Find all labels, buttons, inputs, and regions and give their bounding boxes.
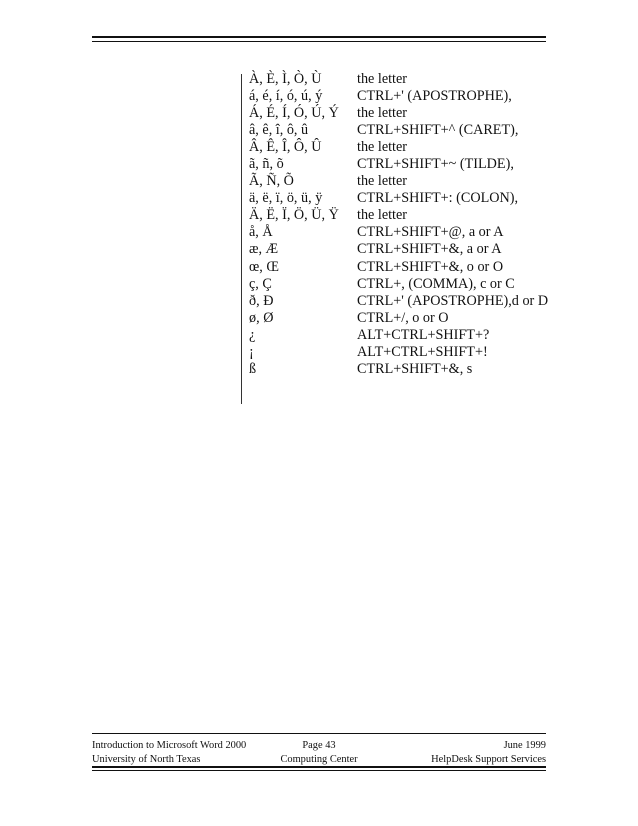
header-rule-thick: [92, 36, 546, 38]
character-cell: ç, Ç: [249, 275, 272, 292]
character-cell: á, é, í, ó, ú, ý: [249, 88, 323, 105]
shortcut-cell: CTRL+SHIFT+~ (TILDE),: [357, 156, 514, 173]
character-cell: ã, ñ, õ: [249, 156, 284, 173]
footer-rule-thin: [92, 770, 546, 771]
character-cell: â, ê, î, ô, û: [249, 122, 309, 139]
footer-department: Computing Center: [280, 754, 358, 765]
footer-rule-top: [92, 733, 546, 734]
character-cell: ß: [249, 360, 257, 377]
header-rule-thin: [92, 41, 546, 42]
shortcut-cell: the letter: [357, 207, 408, 224]
character-cell: À, È, Ì, Ò, Ù: [249, 71, 322, 87]
shortcut-cell: ALT+CTRL+SHIFT+!: [357, 343, 488, 360]
table-left-border: [241, 74, 242, 404]
character-cell: Ã, Ñ, Õ: [249, 173, 294, 190]
footer-page-number: Page 43: [302, 740, 336, 751]
shortcut-cell: the letter: [357, 71, 408, 87]
character-cell: Ä, Ë, Ï, Ö, Ü, Ÿ: [249, 207, 339, 224]
character-cell: ð, Ð: [249, 292, 274, 309]
character-cell: ¿: [249, 326, 256, 343]
character-cell: Â, Ê, Î, Ô, Û: [249, 139, 322, 156]
character-cell: æ, Æ: [249, 241, 279, 258]
footer-rule-thick: [92, 766, 546, 768]
shortcut-cell: CTRL+SHIFT+&, s: [357, 360, 473, 377]
shortcut-cell: the letter: [357, 105, 408, 122]
character-cell: ø, Ø: [249, 309, 274, 326]
character-cell: ¡: [249, 343, 254, 360]
footer-service: HelpDesk Support Services: [431, 754, 546, 765]
shortcut-cell: CTRL+/, o or O: [357, 309, 449, 326]
character-cell: å, Å: [249, 224, 273, 241]
footer-course-title: Introduction to Microsoft Word 2000: [92, 740, 247, 751]
shortcut-cell: the letter: [357, 139, 408, 156]
shortcut-cell: CTRL+SHIFT+^ (CARET),: [357, 122, 519, 139]
character-cell: Á, É, Í, Ó, Ú, Ý: [249, 105, 339, 122]
shortcut-cell: CTRL+SHIFT+&, o or O: [357, 258, 504, 275]
character-cell: ä, ë, ï, ö, ü, ÿ: [249, 190, 323, 207]
character-cell: œ, Œ: [249, 258, 279, 275]
shortcut-cell: CTRL+SHIFT+&, a or A: [357, 241, 502, 258]
shortcut-cell: CTRL+, (COMMA), c or C: [357, 275, 515, 292]
shortcut-cell: the letter: [357, 173, 408, 190]
shortcut-cell: CTRL+' (APOSTROPHE),d or D: [357, 292, 549, 309]
shortcut-cell: CTRL+SHIFT+@, a or A: [357, 224, 504, 241]
footer-institution: University of North Texas: [92, 754, 201, 765]
footer-date: June 1999: [503, 740, 546, 751]
shortcut-cell: ALT+CTRL+SHIFT+?: [357, 326, 490, 343]
shortcut-cell: CTRL+' (APOSTROPHE),: [357, 88, 512, 105]
shortcut-cell: CTRL+SHIFT+: (COLON),: [357, 190, 519, 207]
